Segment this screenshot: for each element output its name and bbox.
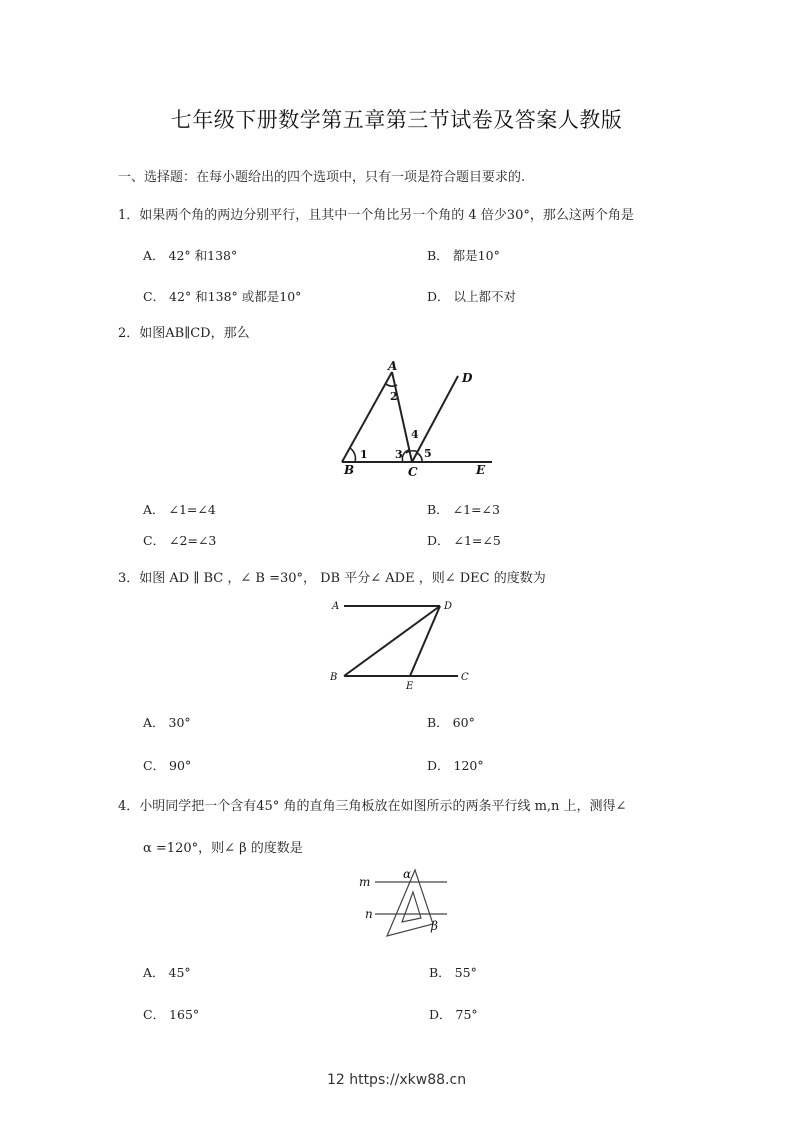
- section-heading: 一、选择题：在每小题给出的四个选项中，只有一项是符合题目要求的.: [118, 170, 526, 185]
- fig4-label-n: n: [365, 907, 373, 921]
- q1-option-b: B． 都是10°: [427, 248, 500, 263]
- q4-option-c: C． 165°: [143, 1007, 200, 1022]
- q4-option-a: A． 45°: [143, 965, 191, 980]
- page-footer: 12 https://xkw88.cn: [326, 1072, 467, 1088]
- page-title: 七年级下册数学第五章第三节试卷及答案人教版: [170, 108, 623, 132]
- fig4-label-beta: β: [431, 919, 438, 933]
- fig4-label-alpha: α: [403, 867, 412, 881]
- fig3-label-c: C: [461, 672, 469, 683]
- q4-stem-line2: α =120°，则∠ β 的度数是: [143, 841, 303, 856]
- q2-stem: 2．如图AB∥CD，那么: [118, 326, 250, 341]
- q2-option-b: B． ∠1=∠3: [427, 502, 500, 517]
- q3-option-b: B． 60°: [427, 715, 475, 730]
- q4-option-b: B． 55°: [429, 965, 477, 980]
- fig3-label-a: A: [332, 601, 340, 612]
- q4-option-d: D． 75°: [429, 1007, 478, 1022]
- q1-option-c: C． 42° 和138° 或都是10°: [143, 289, 302, 304]
- q2-figure: [330, 360, 500, 480]
- fig2-angle-1: 1: [360, 448, 368, 461]
- q3-option-c: C． 90°: [143, 758, 192, 773]
- q3-option-a: A． 30°: [143, 715, 191, 730]
- fig3-label-e: E: [406, 681, 414, 692]
- fig2-angle-5: 5: [424, 447, 432, 460]
- fig2-label-e: E: [476, 463, 486, 477]
- q1-option-a: A． 42° 和138°: [143, 248, 238, 263]
- fig2-angle-3: 3: [395, 448, 403, 461]
- fig2-label-d: D: [462, 371, 473, 385]
- q3-stem: 3．如图 AD ∥ BC ，∠ B =30°， DB 平分∠ ADE ，则∠ DEC 的度数为: [118, 571, 546, 586]
- q2-option-a: A． ∠1=∠4: [143, 502, 216, 517]
- ray-cd: [412, 376, 458, 462]
- q2-option-c: C． ∠2=∠3: [143, 533, 217, 548]
- q1-stem: 1．如果两个角的两边分别平行，且其中一个角比另一个角的 4 倍少30°，那么这两个角是: [118, 208, 634, 223]
- fig2-angle-4: 4: [411, 428, 419, 441]
- q2-option-d: D． ∠1=∠5: [427, 533, 501, 548]
- q3-figure: [326, 596, 476, 692]
- fig2-label-c: C: [408, 465, 418, 479]
- fig4-label-m: m: [359, 875, 371, 889]
- q4-figure: [355, 866, 455, 942]
- q3-option-d: D． 120°: [427, 758, 484, 773]
- q1-option-d: D． 以上都不对: [427, 289, 516, 304]
- fig3-label-d: D: [444, 601, 453, 612]
- fig3-label-b: B: [330, 672, 338, 683]
- set-square-inner: [402, 892, 421, 922]
- fig2-angle-2: 2: [390, 390, 398, 403]
- fig2-label-a: A: [388, 360, 398, 373]
- q4-stem-line1: 4．小明同学把一个含有45° 角的直角三角板放在如图所示的两条平行线 m,n 上，测得∠: [118, 799, 627, 814]
- fig2-label-b: B: [344, 463, 355, 477]
